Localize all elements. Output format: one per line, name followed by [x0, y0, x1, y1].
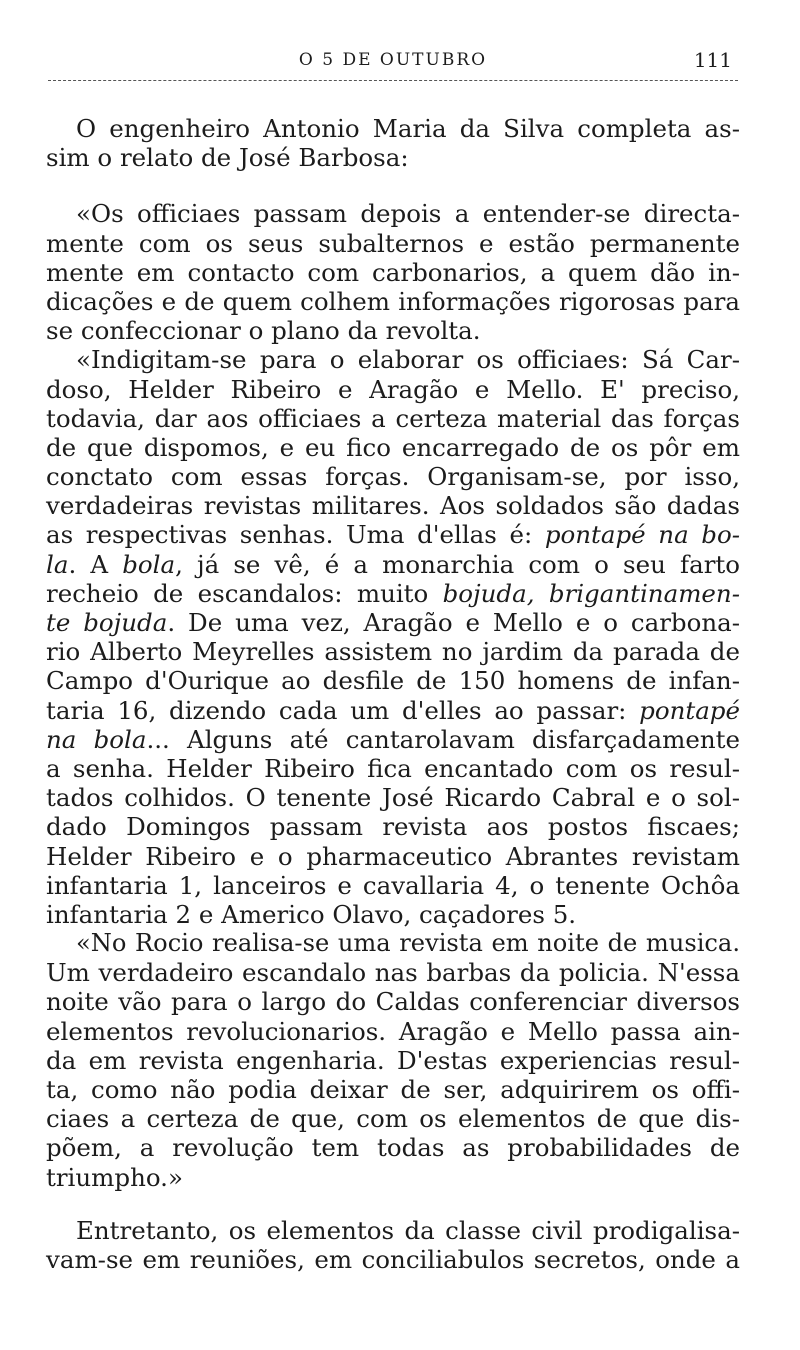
text-line: «Os officiaes passam depois a entender-se directa- — [76, 199, 740, 229]
text-line: dicações e de quem colhem informações rigorosas para — [46, 286, 740, 316]
text-line: te bojuda. De uma vez, Aragão e Mello e o carbona- — [46, 608, 741, 637]
text-line: da em revista engenharia. D'estas experiencias resul- — [46, 1045, 740, 1075]
emphasis: pontapé na bo- — [544, 520, 740, 550]
text-line: de que dispomos, e eu fico encarregado de os pôr em — [46, 432, 740, 462]
emphasis: bola — [122, 549, 176, 579]
text-line: todavia, dar aos officiaes a certeza material das forças — [46, 403, 740, 433]
text-line: se confeccionar o plano da revolta. — [46, 316, 481, 346]
text-line: a senha. Helder Ribeiro fica encantado com os resul- — [46, 753, 740, 783]
text-line: sim o relato de José Barbosa: — [46, 143, 409, 173]
text-line: Entretanto, os elementos da classe civil prodigalisa- — [76, 1215, 740, 1245]
paragraph-3 — [46, 345, 740, 929]
text-line: triumpho.» — [46, 1162, 183, 1192]
paragraph-5 — [46, 1216, 740, 1274]
text-line: dado Domingos passam revista aos postos fiscaes; — [46, 812, 740, 842]
text-line: Helder Ribeiro e o pharmaceutico Abrantes revistam — [46, 841, 740, 871]
text-line: noite vão para o largo do Caldas conferenciar diversos — [46, 987, 740, 1017]
paragraph-2 — [46, 199, 740, 345]
text-line: mente em contacto com carbonarios, a quem dão in- — [46, 257, 740, 287]
emphasis: pontapé — [639, 695, 740, 725]
text-line: Campo d'Ourique ao desfile de 150 homens de infan- — [46, 666, 740, 696]
running-title: O 5 DE OUTUBRO — [298, 50, 488, 70]
text-line: taria 16, dizendo cada um d'elles ao passar: pontapé — [46, 695, 740, 725]
text-line: «Indigitam-se para o elaborar os officiaes: Sá Car- — [76, 345, 740, 375]
text-line: ciaes a certeza de que, com os elementos de que dis- — [46, 1104, 740, 1134]
emphasis: la — [46, 549, 69, 579]
page-header — [48, 48, 738, 82]
text-line: recheio de escandalos: muito bojuda, brigantinamen- — [46, 578, 740, 608]
paragraph-4 — [46, 929, 740, 1192]
text-line: elementos revolucionarios. Aragão e Mello passa ain- — [46, 1016, 740, 1046]
text-line: O engenheiro Antonio Maria da Silva completa as- — [76, 114, 740, 143]
text-line: as respectivas senhas. Uma d'ellas é: pontapé na bo- — [46, 520, 740, 550]
text-line: infantaria 1, lanceiros e cavallaria 4, o tenente Ochôa — [46, 870, 740, 900]
text-line: conctato com essas forças. Organisam-se, por isso, — [46, 462, 740, 492]
text-line: «No Rocio realisa-se uma revista em noite de musica. — [76, 929, 740, 958]
text-line: vam-se em reuniões, em conciliabulos secretos, onde a — [46, 1244, 740, 1274]
emphasis: na bola — [46, 724, 147, 754]
text-line: põem, a revolução tem todas as probabilidades de — [46, 1133, 740, 1163]
text-line: ta, como não podia deixar de ser, adquirirem os offi- — [46, 1075, 740, 1104]
emphasis: bojuda, brigantinamen- — [442, 578, 740, 608]
text-line: Um verdadeiro escandalo nas barbas da policia. N'essa — [46, 958, 740, 988]
text-line: tados colhidos. O tenente José Ricardo Cabral e o sol- — [46, 783, 740, 813]
text-line: mente com os seus subalternos e estão permanente — [46, 228, 740, 258]
body-text — [46, 114, 740, 1274]
emphasis: te bojuda — [46, 608, 168, 637]
text-line: rio Alberto Meyrelles assistem no jardim da parada de — [46, 637, 740, 667]
text-line: na bola... Alguns até cantarolavam disfarçadamente — [46, 724, 740, 754]
text-line: la. A bola, já se vê, é a monarchia com o seu farto — [46, 549, 741, 579]
header-rule — [48, 80, 738, 81]
text-line: doso, Helder Ribeiro e Aragão e Mello. E' preciso, — [46, 374, 740, 404]
text-line: verdadeiras revistas militares. Aos soldados são dadas — [46, 491, 740, 521]
page-number: 111 — [693, 48, 732, 72]
paragraph-1 — [46, 114, 740, 172]
text-line: infantaria 2 e Americo Olavo, caçadores 5. — [46, 899, 577, 929]
